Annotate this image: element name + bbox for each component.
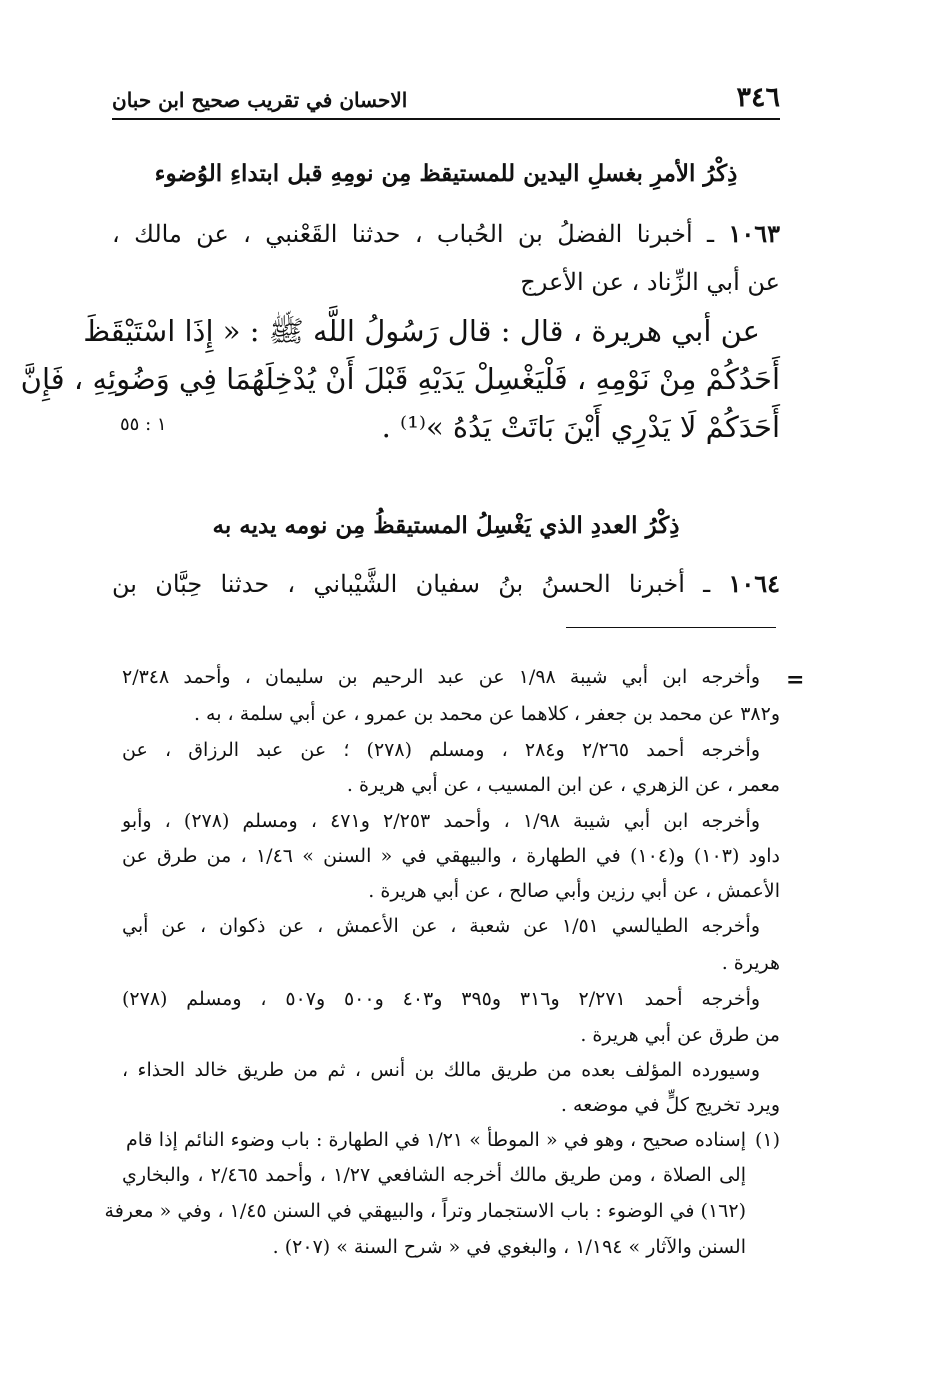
section-heading: ذِكْرُ العددِ الذي يَغْسِلُ المستيقظُ مِن نومه يديه به: [212, 512, 680, 539]
footnote-line: و٣٨٢ عن محمد بن جعفر ، كلاهما عن محمد بن عمرو ، عن أبي سلمة ، به .: [193, 703, 780, 725]
footnote-line: هريرة .: [721, 952, 780, 974]
footnote-line: (١٦٢) في الوضوء : باب الاستجمار وتراً ، والبيهقي في السنن ١/٤٥ ، وفي « معرفة: [104, 1200, 746, 1222]
hadith-isnad-line: [112, 214, 780, 254]
footnote-line: وأخرجه أحمد ٢/٢٦٥ و٢٨٤ ، ومسلم (٢٧٨) ؛ عن عبد الرزاق ، عن: [122, 739, 761, 761]
footnote-1-text: إسناده صحيح ، وهو في « الموطأ » ١/٢١ في الطهارة : باب وضوء النائم إذا قام: [126, 1129, 746, 1151]
isnad-text: ـ أخبرنا الحسنُ بنُ سفيان الشَّيْباني ، حدثنا حِبَّان بن: [112, 570, 711, 598]
volume-page-reference: ١ : ٥٥: [120, 414, 167, 435]
footnote-line: السنن والآثار » ١/١٩٤ ، والبغوي في « شرح السنة » (٢٠٧) .: [272, 1236, 746, 1258]
footnote-line: وأخرجه الطيالسي ١/٥١ عن شعبة ، عن الأعمش ، عن ذكوان ، عن أبي: [122, 915, 761, 937]
footnote-continuation-mark: =: [786, 667, 805, 693]
page-header: [112, 82, 780, 120]
footnote-1-first-line: [122, 1125, 780, 1156]
hadith-isnad-line: [112, 564, 780, 604]
footnote-separator: [566, 627, 776, 628]
page-number: ٣٤٦: [736, 82, 780, 113]
footnote-line: وسيورده المؤلف بعده من طريق مالك بن أنس ، ثم من طريق خالد الحذاء ،: [122, 1059, 760, 1081]
hadith-number: ١٠٦٤: [728, 569, 780, 598]
footnote-line: ويرد تخريج كلٍّ في موضعه .: [560, 1094, 780, 1116]
footnote-line: داود (١٠٣) و(١٠٤) في الطهارة ، والبيهقي في « السنن » ١/٤٦ ، من طرق عن: [122, 845, 781, 867]
footnote-line: وأخرجه أحمد ٢/٢٧١ و٣١٦ و٣٩٥ و٤٠٣ و٥٠٠ و٥٠٧ ، ومسلم (٢٧٨): [122, 988, 761, 1010]
footnote-line: من طرق عن أبي هريرة .: [580, 1024, 780, 1046]
footnote-1-marker: (١): [754, 1129, 780, 1151]
footnote-line: معمر ، عن الزهري ، عن ابن المسيب ، عن أبي هريرة .: [346, 774, 780, 796]
hadith-number: ١٠٦٣: [728, 219, 781, 248]
section-heading: ذِكْرُ الأمرِ بغسلِ اليدين للمستيقظ مِن نومِهِ قبل ابتداءِ الوُضوء: [154, 160, 738, 187]
footnote-line: وأخرجه ابن أبي شيبة ١/٩٨ عن عبد الرحيم بن سليمان ، وأحمد ٢/٣٤٨: [122, 666, 760, 688]
isnad-text: ـ أخبرنا الفضلُ بن الحُباب ، حدثنا القَعْنبي ، عن مالك ،: [112, 220, 715, 248]
footnote-line: الأعمش ، عن أبي رزين وأبي صالح ، عن أبي هريرة .: [368, 880, 780, 902]
hadith-isnad-line: عن أبي الزِّناد ، عن الأعرج: [520, 268, 780, 296]
hadith-matn-line: أَحَدُكُمْ مِنْ نَوْمِهِ ، فَلْيَغْسِلْ يَدَيْهِ قَبْلَ أَنْ يُدْخِلَهُمَا فِي وَضُوئِهِ ، فَإِنَّ: [20, 362, 780, 396]
hadith-matn-line: أَحَدَكُمْ لَا يَدْرِي أَيْنَ بَاتَتْ يَدُهُ »⁽¹⁾ .: [381, 410, 780, 444]
footnote-line: وأخرجه ابن أبي شيبة ١/٩٨ ، وأحمد ٢/٢٥٣ و٤٧١ ، ومسلم (٢٧٨) ، وأبو: [122, 810, 760, 832]
hadith-matn-line: عن أبي هريرة ، قال : قال رَسُولُ اللَّه ﷺ : « إِذَا اسْتَيْقَظَ: [83, 314, 760, 348]
running-title: الاحسان في تقريب صحيح ابن حبان: [112, 88, 408, 112]
footnote-line: إلى الصلاة ، ومن طريق مالك أخرجه الشافعي ١/٢٧ ، وأحمد ٢/٤٦٥ ، والبخاري: [122, 1164, 746, 1186]
